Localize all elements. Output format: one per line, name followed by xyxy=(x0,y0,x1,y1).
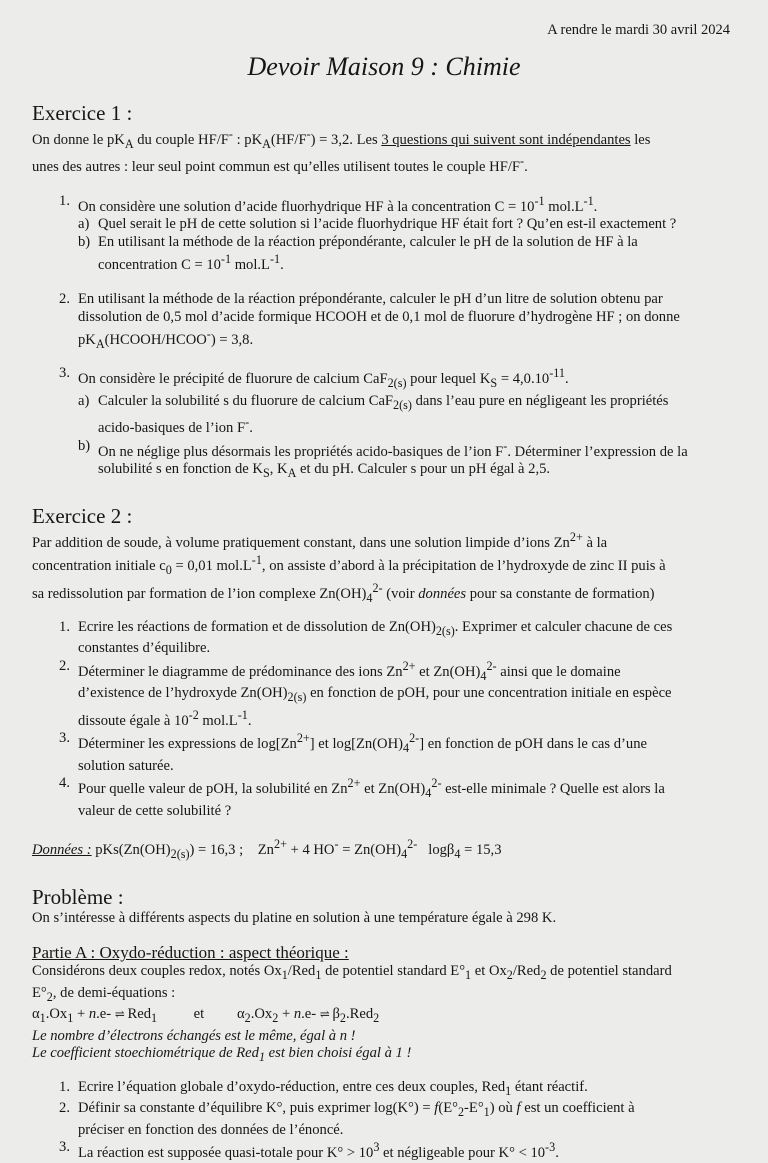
half-equations: $\alpha_1.Ox_1 + n.e-$ ⇌ Red$_1$ et $\alpha_2.Ox_2 + n.e-$ ⇌ $\beta_2.Red_2$ xyxy=(32,1006,380,1026)
note-1: Le nombre d’électrons échangés est le même, égal à n ! xyxy=(32,1027,356,1044)
ex2-intro-3: sa redissolution par formation de l’ion complexe $Zn(OH)_4^{2-}$ (voir données pour sa constante de formation) xyxy=(32,580,655,605)
page-title: Devoir Maison 9 : Chimie xyxy=(247,52,521,81)
ex1-intro-2: unes des autres : leur seul point commun est qu’elles utilisent toutes le couple HF/F-. xyxy=(32,154,528,176)
part-a-p2: $E^\circ_2$, de demi-équations : xyxy=(32,984,176,1004)
ex2-intro-2: concentration initiale $c_0 = 0,01$ $mol.L^{-1}$, on assiste d’abord à la précipitation de l’hydroxyde de zinc II puis à xyxy=(32,553,666,577)
content xyxy=(32,100,738,1163)
ex2-q2: 2. Déterminer le diagramme de prédominance des ions $Zn^{2+}$ et $Zn(OH)_4^{2-}$ ainsi que le domaine d’existence de l’hydroxyde $Zn(OH)_{2(s)}$ en fonction de pOH, pour une concentration initiale en espèce dissoute égale à $10^{-2}$ $mol.L^{-1}$. xyxy=(59,657,672,729)
part-a-p1: Considérons deux couples redox, notés $Ox_1/Red_1$ de potentiel standard $E^\circ_1$ et $Ox_2/Red_2$ de potentiel standard xyxy=(32,963,672,983)
ex1-q3b: b) On ne néglige plus désormais les propriétés acido-basiques de l’ion F-. Déterminer l’expression de la solubilité s en fonction de $K_S$, $K_A$ et du pH. Calculer s pour un pH égal à 2,5. xyxy=(78,437,688,481)
ex1-q3a: a) Calculer la solubilité s du fluorure de calcium CaF$_{2(s)}$ dans l’eau pure en négligeant les propriétés acido-basiques de l’ion F-. xyxy=(78,392,669,437)
part-a-heading: Partie A : Oxydo-réduction : aspect théorique : xyxy=(32,943,349,963)
prob-q1: 1. Ecrire l’équation globale d’oxydo-réduction, entre ces deux couples, Red$_1$ étant réactif. xyxy=(59,1078,588,1098)
ex2-intro-1: Par addition de soude, à volume pratiquement constant, dans une solution limpide d’ions $Zn^{2+}$ à la xyxy=(32,529,608,551)
due-date: A rendre le mardi 30 avril 2024 xyxy=(547,22,730,38)
ex2-q3: 3. Déterminer les expressions de $\log[Zn^{2+}]$ et $\log[Zn(OH)_4^{2-}]$ en fonction de pOH dans le cas d’une solution saturée. xyxy=(59,730,647,774)
exercise-2-heading: Exercice 2 : xyxy=(32,503,133,528)
problem-heading: Problème : xyxy=(32,884,124,909)
ex2-q4: 4. Pour quelle valeur de pOH, la solubilité en $Zn^{2+}$ et $Zn(OH)_4^{2-}$ est-elle minimale ? Quelle est alors la valeur de cette solubilité ? xyxy=(59,775,665,819)
prob-q3: 3. La réaction est supposée quasi-totale pour $K^\circ > 10^3$ et négligeable pour $K^\circ < 10^{-3}$. xyxy=(59,1139,559,1162)
ex1-q3: 3. On considère le précipité de fluorure de calcium CaF$_{2(s)}$ pour lequel $K_S = 4,0.10^{-11}$. a) Calculer la solubilité s du fluorure de calcium CaF$_{2(s)}$ dans l’eau pure en négligeant les propriétés acido-basiques de l’ion F-. b) On ne néglige plus désormais les propriétés acido-basiques de l’ion F-. Déterminer l’expression de la solubilité s en fonction de $K_S$, $K_A$ et du pH. Calculer s pour un pH égal à 2,5. xyxy=(32,365,738,482)
equilibrium-arrow-icon: ⇌ xyxy=(319,1007,329,1022)
exercise-1-heading: Exercice 1 : xyxy=(32,101,133,125)
ex2-data: Données : $pKs(Zn(OH)_{2(s)}) = 16,3$ ; $Zn^{2+} + 4$ $HO^- = Zn(OH)_4^{2-}$ logβ$_4$ = 15,3 xyxy=(32,837,502,861)
ex2-q1: 1. Ecrire les réactions de formation et de dissolution de $Zn(OH)_{2(s)}$. Exprimer et calculer chacune de ces constantes d’équilibre. xyxy=(59,618,673,657)
ex1-q1: 1. On considère une solution d’acide fluorhydrique HF à la concentration $C = 10^{-1}$ $mol.L^{-1}$. a) Quel serait le pH de cette solution si l’acide fluorhydrique HF était fort ? Qu’en est-il exactement ? b) En utilisant la méthode de la réaction prépondérante, calculer le pH de la solution de HF à la concentration $C = 10^{-1}$ $mol.L^{-1}$. xyxy=(32,193,738,275)
prob-q2: 2. Définir sa constante d’équilibre K°, puis exprimer $\log(K^\circ) = f(E^\circ_2-E^\circ_1)$ où f est un coefficient à préciser en fonction des données de l’énoncé. xyxy=(59,1100,635,1138)
ex1-q1b: b) En utilisant la méthode de la réaction prépondérante, calculer le pH de la solution de HF à la concentration $C = 10^{-1}$ $mol.L^{-1}$. xyxy=(78,233,638,274)
ex1-q2: 2. En utilisant la méthode de la réaction prépondérante, calculer le pH d’un litre de solution obtenu par dissolution de 0,5 mol d’acide formique HCOOH et de 0,1 mol de fluorure d’hydrogène HF ; on donne $pK_A(HCOOH/HCOO^-) = 3,8$. xyxy=(59,290,680,351)
note-2: Le coefficient stoechiométrique de Red$_1$ est bien choisi égal à 1 ! xyxy=(32,1045,412,1065)
ex1-intro: On donne le $pK_A$ du couple HF/F- : $pK_A(HF/F^-) = 3,2$. Les 3 questions qui suivent sont indépendantes les xyxy=(32,127,651,151)
problem-intro: On s’intéresse à différents aspects du platine en solution à une température égale à 298 K. xyxy=(32,909,557,926)
ex1-q1a: a) Quel serait le pH de cette solution si l’acide fluorhydrique HF était fort ? Qu’en est-il exactement ? xyxy=(78,216,677,233)
equilibrium-arrow-icon: ⇌ xyxy=(114,1007,124,1022)
